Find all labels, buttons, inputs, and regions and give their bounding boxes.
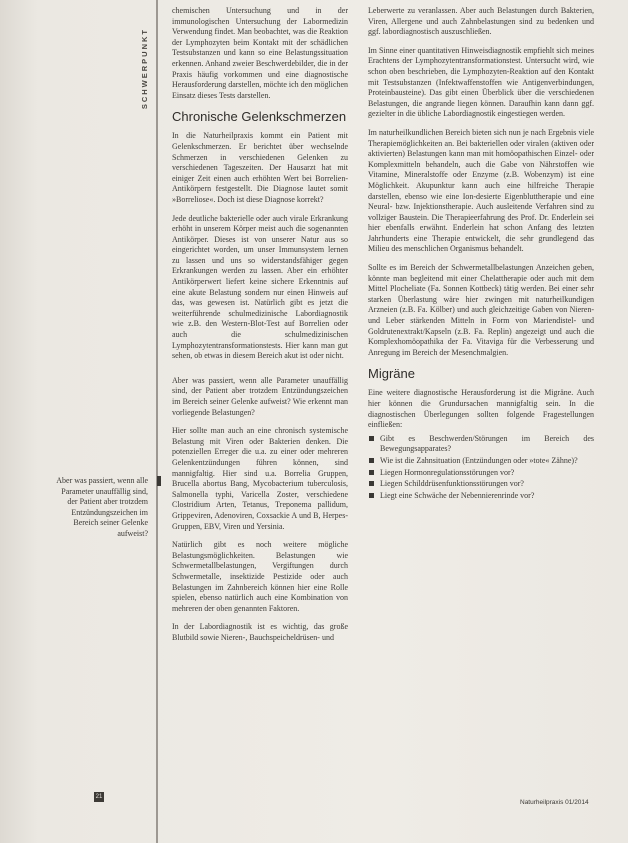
question-list (368, 434, 594, 502)
column-right (368, 6, 594, 502)
column-rule (156, 0, 158, 843)
pull-quote-marker (157, 476, 161, 486)
section-tag: SCHWERPUNKT (140, 28, 149, 110)
list-item: Liegen Hormonregulationsstörungen vor? (368, 468, 594, 479)
paragraph: In die Naturheilpraxis kommt ein Patient mit Gelenkschmerzen. Er berichtet über wechselnde Schmerzen in verschiedenen Gelenken zu verschiedenen Tageszeiten. Der Hausarzt hat mit einiger Zeit einen auch erhöhten Wert bei Borrelien-Antikörpern festgestellt. Die Diagnose lautet somit »Borreliose«. Doch ist diese Diagnose korrekt? (172, 131, 348, 204)
list-item: Gibt es Beschwerden/Störungen im Bereich des Bewegungsapparates? (368, 434, 594, 455)
list-item: Liegt eine Schwäche der Nebennierenrinde vor? (368, 491, 594, 502)
paragraph: Im Sinne einer quantitativen Hinweisdiagnostik empfiehlt sich meines Erachtens der Lymphozytentransformationstest. Untersucht wird, wie schon oben beschrieben, die Lymphozyten-Reaktion auf den Kontakt mit Testsubstanzen (Infektwaffenstoffen wie Antigenverbindungen, Proteinbausteine). Das gibt einen Überblick über die verschiedenen Belastungen, die angrande liegen können. Daraufhin kann dann ggf. gezielter in die übliche Labordiagnostik eingestiegen werden. (368, 45, 594, 119)
list-item: Wie ist die Zahnsituation (Entzündungen oder »tote« Zähne)? (368, 456, 594, 467)
heading-gelenkschmerzen: Chronische Gelenkschmerzen (172, 109, 347, 125)
footer-issue: Naturheilpraxis 01/2014 (520, 799, 589, 806)
paragraph: Aber was passiert, wenn alle Parameter unauffällig sind, der Patient aber trotzdem Entzündungszeichen im Bereich seiner Gelenke aufweist? Wie erkennt man vorliegende Belastungen? (172, 375, 348, 417)
paragraph: In der Labordiagnostik ist es wichtig, das große Blutbild sowie Nieren-, Bauchspeicheldrüsen- und (172, 622, 348, 642)
paragraph: Leberwerte zu veranlassen. Aber auch Belastungen durch Bakterien, Viren, Allergene und auch Zahnbelastungen sind zu bedenken und ggf. labordiagnostisch auszuschließen. (368, 6, 594, 37)
paragraph: Hier sollte man auch an eine chronisch systemische Belastung mit Viren oder Bakterien denken. Die potenziellen Erreger die u.a. zu einer oder mehreren Gelenkentzündungen führen können, sind mannigfaltig. Hier sind u.a. Borrelia Gruppen, Brucella abortus Bang, Mycobacterium tuberculosis, Salmonella typhi, Varicella Zoster, verschiedene Clostridium Arten, Tetanus, Treponema pallidum, Grippeviren, Adenoviren, Coxsackie A und B, Herpes-Gruppen, EBV, Viren und Yersinia. (172, 426, 348, 531)
list-item: Liegen Schilddrüsenfunktionsstörungen vor? (368, 479, 594, 490)
paragraph: Im naturheilkundlichen Bereich bieten sich nun je nach Ergebnis viele Therapiemöglichkeiten an. Bei bakteriellen oder viralen (aktiven oder aktivierten) Belastungen kann man mit homöopathischen Einzel- oder Komplexmitteln behandeln, auch die Gabe von Nährstoffen wie Vitamine, Mineralstoffe oder Enzyme (z.B. Wobenzym) ist eine Möglichkeit. Akupunktur kann auch eine hilfreiche Therapie darstellen, ebenso wie eine Ion-desierte Eigenbluttherapie und eine Neural- bzw. Injektionstherapie. Auch ausleitende Verfahren sind zu vollziger Baustein. Die Therapieerfahrung des Prof. Dr. Enderlein sei hier ebenfalls erwähnt. Enderlein hat schon Anfang des letzten Jahrhunderts eine Therapie entwickelt, die sehr grundlegend das Milieu des menschlichen Organismus behandelt. (368, 127, 594, 254)
paragraph-intro: chemischen Untersuchung und in der immunologischen Untersuchung der Labormedizin Verwendung findet. Man beobachtet, was die Reaktion der Lymphozyten beim Kontakt mit der schädlichen Testsubstanzen und kann so eine Belastungssituation erkennen. Anhand zweier Beschwerdebilder, die in der Praxis häufig vorkommen und eine diagnostische Herausforderung darstellen, möchte ich den möglichen Einsatz dieses Tests darstellen. (172, 6, 348, 100)
paragraph: Eine weitere diagnostische Herausforderung ist die Migräne. Auch hier können die Grundursachen mannigfaltig sein. In die diagnostischen Überlegungen sollten folgende Fragestellungen einfließen: (368, 388, 594, 430)
paragraph: Sollte es im Bereich der Schwermetallbelastungen Anzeichen geben, könnte man begleitend mit einer Chelattherapie oder auch mit dem Mittel Plocheliate (Fa. Sonnen Kottbeck) tätig werden. Bei einer sehr starken Überlastung wäre hier zwingen mit naturheilkundigen Arzneien (z.B. Fa. Kölber) und auch gleichzeitige Gaben von Nieren- und Leber stärkenden Mitteln in Form von Mariendistel- und Goldrutenextrakt/Kapseln (z.B. Fa. Replin) angezeigt und auch die Komplexhomöopathika der Fa. Vitaviga für die Verbesserung und Anregung im Bereich der Mesenchmalgien. (368, 263, 594, 357)
paragraph: Natürlich gibt es noch weitere mögliche Belastungsmöglichkeiten. Belastungen wie Schwermetallbelastungen, Vergiftungen durch Schwermetalle, insektizide Pestizide oder auch Belastungen im Zahnbereich können hier eine Rolle spielen, ebenso natürlich auch eine Kombination von mehreren der oben genannten Faktoren. (172, 540, 348, 613)
pull-quote: Aber was passiert, wenn alle Parameter unauffällig sind, der Patient aber trotzdem Entzündungszeichen im Bereich seiner Gelenke aufweist? (56, 476, 148, 538)
column-left (172, 6, 348, 651)
heading-migraene: Migräne (368, 366, 415, 382)
page-number: 21 (95, 794, 103, 800)
paragraph: Jede deutliche bakterielle oder auch virale Erkrankung erhöht in unserem Körper meist auch die sogenannten Antikörper. Dieses ist von unserer Natur aus so eingerichtet worden, um unser Immunsystem lernen zu lassen und uns so widerstandsfähiger gegen Erkrankungen werden zu lassen. Aber ein erhöhter Antikörperwert liefert keine sichere Erkenntnis auf eine akute Belastung sondern nur einen Hinweis auf das, was gewesen ist. Natürlich gibt es jetzt die weiterführende schulmedizinische Labordiagnostik wie z.B. den Western-Blot-Test auf Borrelien oder auch die schulmedizinischen Lymphozytentransformationstests. Hier kann man gut sehen, ob etwas in diesem Bereich akut ist oder nicht. (172, 213, 348, 361)
